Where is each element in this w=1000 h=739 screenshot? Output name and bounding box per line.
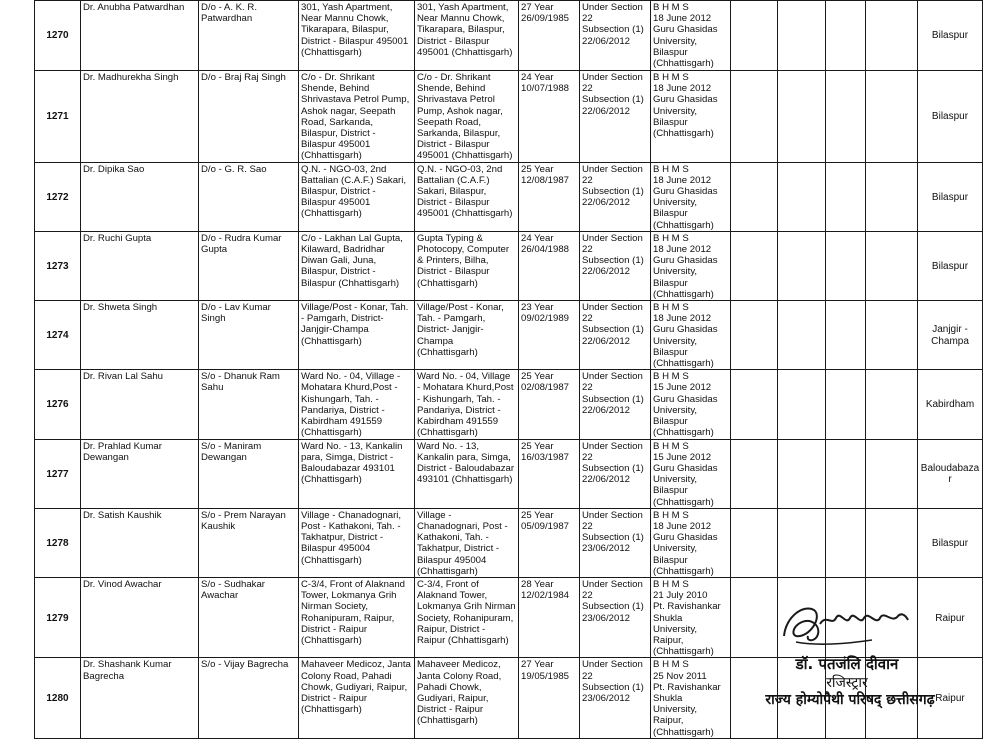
blank-cell xyxy=(778,231,826,300)
section-cell: Under Section 22 Subsection (1) 22/06/2012 xyxy=(580,301,651,370)
section-cell: Under Section 22 Subsection (1) 23/06/2012 xyxy=(580,577,651,657)
blank-cell xyxy=(778,508,826,577)
correspondence-address-cell: Ward No. - 13, Kankalin para, Simga, District - Baloudabazar 493101 (Chhattisgarh) xyxy=(415,439,519,508)
correspondence-address-cell: Village - Chanadognari, Post - Kathakoni, Tah. - Takhatpur, District - Bilaspur 495004 (Chhattisgarh) xyxy=(415,508,519,577)
table-row xyxy=(35,1,983,71)
serial-number-cell: 1274 xyxy=(35,301,81,370)
relation-cell: S/o - Sudhakar Awachar xyxy=(199,577,299,657)
district-cell: Raipur xyxy=(918,577,983,657)
relation-cell: S/o - Prem Narayan Kaushik xyxy=(199,508,299,577)
relation-cell: D/o - Rudra Kumar Gupta xyxy=(199,231,299,300)
permanent-address-cell: Village - Chanadognari, Post - Kathakoni, Tah. - Takhatpur, District - Bilaspur 495004 (Chhattisgarh) xyxy=(299,508,415,577)
age-dob-cell: 28 Year 12/02/1984 xyxy=(519,577,580,657)
name-cell: Dr. Dipika Sao xyxy=(81,162,199,231)
section-cell: Under Section 22 Subsection (1) 22/06/2012 xyxy=(580,231,651,300)
name-cell: Dr. Vinod Awachar xyxy=(81,577,199,657)
blank-cell xyxy=(826,162,866,231)
section-cell: Under Section 22 Subsection (1) 22/06/2012 xyxy=(580,1,651,71)
section-cell: Under Section 22 Subsection (1) 22/06/2012 xyxy=(580,370,651,439)
permanent-address-cell: Ward No. - 04, Village - Mohatara Khurd,Post - Kishungarh, Tah. - Pandariya, District - Kabirdham 491559 (Chhattisgarh) xyxy=(299,370,415,439)
section-cell: Under Section 22 Subsection (1) 22/06/2012 xyxy=(580,162,651,231)
district-cell: Janjgir - Champa xyxy=(918,301,983,370)
serial-number-cell: 1277 xyxy=(35,439,81,508)
district-cell: Baloudabazar xyxy=(918,439,983,508)
blank-cell xyxy=(731,231,778,300)
blank-cell xyxy=(866,231,918,300)
relation-cell: D/o - G. R. Sao xyxy=(199,162,299,231)
district-cell: Bilaspur xyxy=(918,162,983,231)
age-dob-cell: 25 Year 12/08/1987 xyxy=(519,162,580,231)
correspondence-address-cell: C/o - Dr. Shrikant Shende, Behind Shrivastava Petrol Pump, Ashok nagar, Seepath Road, Sarkanda, Bilaspur, District - Bilaspur 495001 (Chhattisgarh) xyxy=(415,71,519,163)
name-cell: Dr. Ruchi Gupta xyxy=(81,231,199,300)
name-cell: Dr. Anubha Patwardhan xyxy=(81,1,199,71)
qualification-cell: B H M S 18 June 2012 Guru Ghasidas University, Bilaspur (Chhattisgarh) xyxy=(651,508,731,577)
district-cell: Kabirdham xyxy=(918,370,983,439)
name-cell: Dr. Shashank Kumar Bagrecha xyxy=(81,658,199,738)
table-row xyxy=(35,231,983,300)
blank-cell xyxy=(778,162,826,231)
permanent-address-cell: Mahaveer Medicoz, Janta Colony Road, Pahadi Chowk, Gudiyari, Raipur, District - Raipur (Chhattisgarh) xyxy=(299,658,415,738)
district-cell: Bilaspur xyxy=(918,508,983,577)
table-row xyxy=(35,370,983,439)
correspondence-address-cell: C-3/4, Front of Alaknand Tower, Lokmanya Grih Nirman Society, Rohanipuram, Raipur, District - Raipur (Chhattisgarh) xyxy=(415,577,519,657)
blank-cell xyxy=(866,1,918,71)
blank-cell xyxy=(826,231,866,300)
district-cell: Bilaspur xyxy=(918,1,983,71)
serial-number-cell: 1278 xyxy=(35,508,81,577)
registrar-signature xyxy=(776,596,916,652)
blank-cell xyxy=(731,1,778,71)
table-row xyxy=(35,301,983,370)
serial-number-cell: 1276 xyxy=(35,370,81,439)
blank-cell xyxy=(778,301,826,370)
permanent-address-cell: Q.N. - NGO-03, 2nd Battalian (C.A.F.) Sakari, Bilaspur, District - Bilaspur 495001 (Chhattisgarh) xyxy=(299,162,415,231)
section-cell: Under Section 22 Subsection (1) 22/06/2012 xyxy=(580,71,651,163)
name-cell: Dr. Satish Kaushik xyxy=(81,508,199,577)
serial-number-cell: 1279 xyxy=(35,577,81,657)
qualification-cell: B H M S 15 June 2012 Guru Ghasidas University, Bilaspur (Chhattisgarh) xyxy=(651,439,731,508)
correspondence-address-cell: Mahaveer Medicoz, Janta Colony Road, Pahadi Chowk, Gudiyari, Raipur, District - Raipur (Chhattisgarh) xyxy=(415,658,519,738)
blank-cell xyxy=(866,71,918,163)
section-cell: Under Section 22 Subsection (1) 22/06/2012 xyxy=(580,439,651,508)
qualification-cell: B H M S 15 June 2012 Guru Ghasidas University, Bilaspur (Chhattisgarh) xyxy=(651,370,731,439)
blank-cell xyxy=(778,1,826,71)
blank-cell xyxy=(778,439,826,508)
qualification-cell: B H M S 18 June 2012 Guru Ghasidas University, Bilaspur (Chhattisgarh) xyxy=(651,71,731,163)
name-cell: Dr. Shweta Singh xyxy=(81,301,199,370)
permanent-address-cell: Village/Post - Konar, Tah. - Pamgarh, District- Janjgir-Champa (Chhattisgarh) xyxy=(299,301,415,370)
registrar-title: रजिस्ट्रार xyxy=(826,675,868,691)
qualification-cell: B H M S 25 Nov 2011 Pt. Ravishankar Shukla University, Raipur, (Chhattisgarh) xyxy=(651,658,731,738)
blank-cell xyxy=(866,508,918,577)
qualification-cell: B H M S 18 June 2012 Guru Ghasidas University, Bilaspur (Chhattisgarh) xyxy=(651,301,731,370)
table-row xyxy=(35,162,983,231)
blank-cell xyxy=(826,71,866,163)
section-cell: Under Section 22 Subsection (1) 23/06/2012 xyxy=(580,658,651,738)
serial-number-cell: 1270 xyxy=(35,1,81,71)
permanent-address-cell: C/o - Lakhan Lal Gupta, Kilaward, Badridhar Diwan Gali, Juna, Bilaspur, District - Bilaspur (Chhattisgarh) xyxy=(299,231,415,300)
blank-cell xyxy=(826,301,866,370)
relation-cell: D/o - Braj Raj Singh xyxy=(199,71,299,163)
name-cell: Dr. Prahlad Kumar Dewangan xyxy=(81,439,199,508)
district-cell: Bilaspur xyxy=(918,231,983,300)
council-name: राज्य होम्योपैथी परिषद् छत्तीसगढ़ xyxy=(765,692,935,708)
registrar-name: डॉ. पतजंलि दीवान xyxy=(795,655,899,673)
blank-cell xyxy=(731,162,778,231)
permanent-address-cell: C/o - Dr. Shrikant Shende, Behind Shrivastava Petrol Pump, Ashok nagar, Seepath Road, Sarkanda, Bilaspur, District - Bilaspur 495001 (Chhattisgarh) xyxy=(299,71,415,163)
relation-cell: S/o - Vijay Bagrecha xyxy=(199,658,299,738)
age-dob-cell: 27 Year 19/05/1985 xyxy=(519,658,580,738)
permanent-address-cell: C-3/4, Front of Alaknand Tower, Lokmanya Grih Nirman Society, Rohanipuram, Raipur, District - Raipur (Chhattisgarh) xyxy=(299,577,415,657)
table-row xyxy=(35,71,983,163)
blank-cell xyxy=(731,71,778,163)
blank-cell xyxy=(778,71,826,163)
relation-cell: D/o - Lav Kumar Singh xyxy=(199,301,299,370)
qualification-cell: B H M S 18 June 2012 Guru Ghasidas University, Bilaspur (Chhattisgarh) xyxy=(651,1,731,71)
age-dob-cell: 25 Year 02/08/1987 xyxy=(519,370,580,439)
blank-cell xyxy=(866,301,918,370)
blank-cell xyxy=(731,439,778,508)
permanent-address-cell: 301, Yash Apartment, Near Mannu Chowk, Tikarapara, Bilaspur, District - Bilaspur 495001 (Chhattisgarh) xyxy=(299,1,415,71)
blank-cell xyxy=(826,439,866,508)
age-dob-cell: 24 Year 26/04/1988 xyxy=(519,231,580,300)
age-dob-cell: 23 Year 09/02/1989 xyxy=(519,301,580,370)
section-cell: Under Section 22 Subsection (1) 23/06/2012 xyxy=(580,508,651,577)
qualification-cell: B H M S 18 June 2012 Guru Ghasidas University, Bilaspur (Chhattisgarh) xyxy=(651,162,731,231)
table-row xyxy=(35,508,983,577)
permanent-address-cell: Ward No. - 13, Kankalin para, Simga, District - Baloudabazar 493101 (Chhattisgarh) xyxy=(299,439,415,508)
name-cell: Dr. Rivan Lal Sahu xyxy=(81,370,199,439)
age-dob-cell: 25 Year 05/09/1987 xyxy=(519,508,580,577)
correspondence-address-cell: Gupta Typing & Photocopy, Computer & Printers, Bilha, District - Bilaspur (Chhattisgarh) xyxy=(415,231,519,300)
table-row xyxy=(35,439,983,508)
blank-cell xyxy=(731,508,778,577)
blank-cell xyxy=(866,439,918,508)
relation-cell: S/o - Dhanuk Ram Sahu xyxy=(199,370,299,439)
blank-cell xyxy=(866,162,918,231)
blank-cell xyxy=(866,370,918,439)
qualification-cell: B H M S 18 June 2012 Guru Ghasidas University, Bilaspur (Chhattisgarh) xyxy=(651,231,731,300)
blank-cell xyxy=(778,370,826,439)
serial-number-cell: 1272 xyxy=(35,162,81,231)
serial-number-cell: 1280 xyxy=(35,658,81,738)
name-cell: Dr. Madhurekha Singh xyxy=(81,71,199,163)
blank-cell xyxy=(731,301,778,370)
blank-cell xyxy=(826,508,866,577)
relation-cell: D/o - A. K. R. Patwardhan xyxy=(199,1,299,71)
signature-block xyxy=(700,596,1000,710)
correspondence-address-cell: Village/Post - Konar, Tah. - Pamgarh, District- Janjgir-Champa (Chhattisgarh) xyxy=(415,301,519,370)
age-dob-cell: 27 Year 26/09/1985 xyxy=(519,1,580,71)
serial-number-cell: 1271 xyxy=(35,71,81,163)
correspondence-address-cell: Q.N. - NGO-03, 2nd Battalian (C.A.F.) Sakari, Bilaspur, District - Bilaspur 495001 (Chhattisgarh) xyxy=(415,162,519,231)
age-dob-cell: 25 Year 16/03/1987 xyxy=(519,439,580,508)
qualification-cell: B H M S 21 July 2010 Pt. Ravishankar Shukla University, Raipur, (Chhattisgarh) xyxy=(651,577,731,657)
correspondence-address-cell: Ward No. - 04, Village - Mohatara Khurd,Post - Kishungarh, Tah. - Pandariya, District - Kabirdham 491559 (Chhattisgarh) xyxy=(415,370,519,439)
blank-cell xyxy=(826,370,866,439)
serial-number-cell: 1273 xyxy=(35,231,81,300)
district-cell: Raipur xyxy=(918,658,983,738)
age-dob-cell: 24 Year 10/07/1988 xyxy=(519,71,580,163)
blank-cell xyxy=(826,1,866,71)
district-cell: Bilaspur xyxy=(918,71,983,163)
blank-cell xyxy=(731,370,778,439)
correspondence-address-cell: 301, Yash Apartment, Near Mannu Chowk, Tikarapara, Bilaspur, District - Bilaspur 495001 (Chhattisgarh) xyxy=(415,1,519,71)
relation-cell: S/o - Maniram Dewangan xyxy=(199,439,299,508)
